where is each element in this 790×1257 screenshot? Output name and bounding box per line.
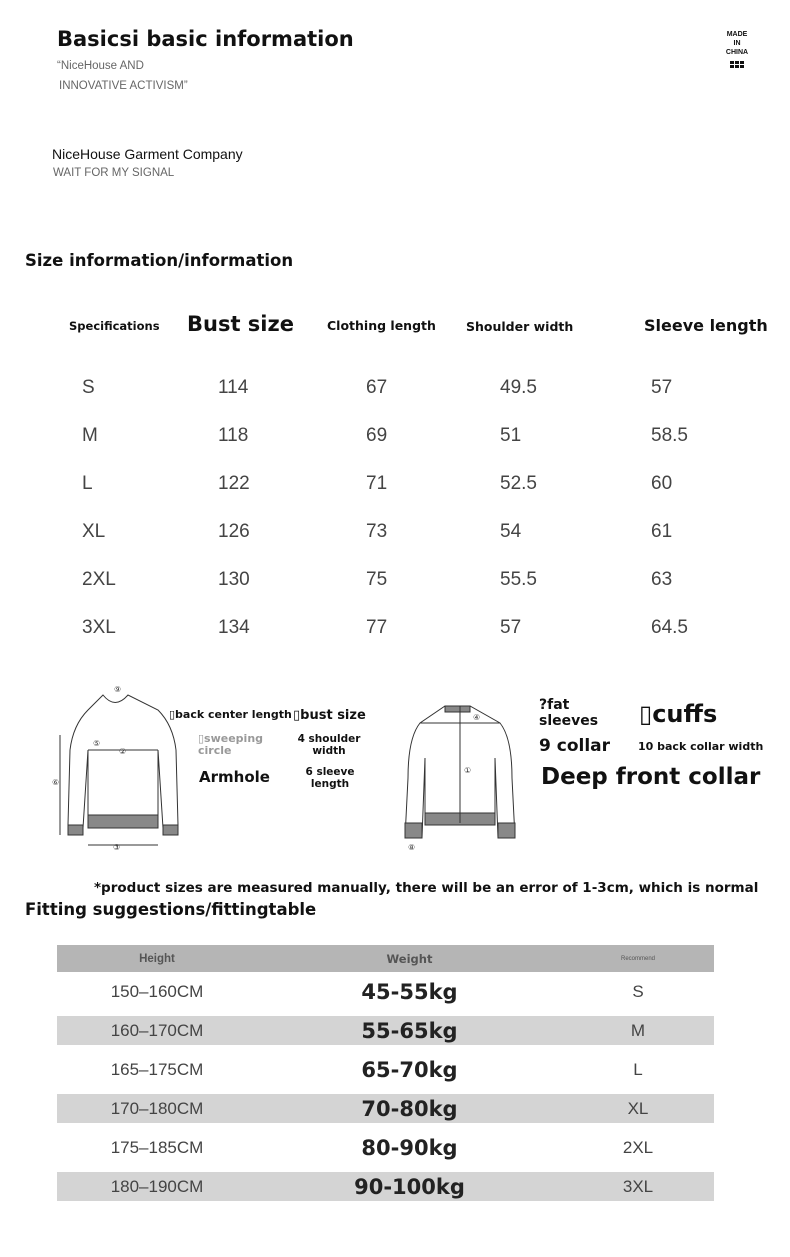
label-fat-sleeves: ?fat sleeves (539, 697, 599, 729)
col-weight: Weight (386, 951, 433, 966)
fitting-cell-weight: 65-70kg (361, 1057, 458, 1082)
size-cell-sleeve: 64.5 (651, 617, 688, 638)
label-back-collar-width: 10 back collar width (638, 740, 764, 753)
size-cell-sleeve: 61 (651, 521, 673, 542)
fitting-header-row (57, 945, 714, 972)
svg-text:⑥: ⑥ (52, 778, 60, 787)
fitting-row (57, 1094, 714, 1123)
label-collar: 9 collar (539, 736, 611, 756)
label-armhole: Armhole (199, 768, 270, 786)
grid-icon (722, 61, 752, 68)
fitting-cell-size: 2XL (622, 1137, 654, 1157)
made-in-china-badge: MADE IN CHINA (722, 30, 752, 68)
svg-text:①: ① (464, 766, 472, 775)
size-cell-shoulder: 49.5 (500, 377, 537, 398)
measurement-note: *product sizes are measured manually, there will be an error of 1-3cm, which is normal (94, 880, 759, 896)
svg-text:⑧: ⑧ (408, 843, 416, 852)
size-cell-spec: 3XL (82, 617, 116, 638)
fitting-row (57, 1172, 714, 1201)
svg-text:②: ② (119, 747, 127, 756)
fitting-cell-size: L (633, 1059, 643, 1079)
company-name: NiceHouse Garment Company (52, 146, 243, 162)
fitting-row (57, 972, 714, 1011)
fitting-table (57, 945, 714, 1206)
col-height: Height (139, 952, 175, 965)
size-cell-length: 71 (366, 473, 388, 494)
svg-text:④: ④ (473, 713, 481, 722)
size-cell-shoulder: 57 (500, 617, 522, 638)
tagline-line-1: “NiceHouse AND (57, 60, 144, 72)
size-cell-length: 67 (366, 377, 388, 398)
fitting-heading: Fitting suggestions/fittingtable (25, 900, 317, 919)
size-cell-length: 75 (366, 569, 388, 590)
page-title: Basicsi basic information (57, 27, 354, 51)
col-specifications: Specifications (69, 319, 160, 333)
size-cell-bust: 114 (218, 377, 249, 398)
fitting-cell-size: XL (627, 1098, 649, 1118)
label-sleeve-length: 6 sleeve length (305, 766, 355, 790)
fitting-cell-size: M (630, 1020, 646, 1040)
size-cell-bust: 134 (218, 617, 250, 638)
col-shoulder-width: Shoulder width (466, 319, 574, 334)
col-clothing-length: Clothing length (327, 318, 436, 333)
sweater-front-diagram (48, 680, 183, 855)
fitting-cell-weight: 80-90kg (361, 1135, 458, 1160)
fitting-row (57, 1016, 714, 1045)
fitting-cell-weight: 90-100kg (354, 1174, 465, 1199)
size-cell-shoulder: 55.5 (500, 569, 537, 590)
company-slogan: WAIT FOR MY SIGNAL (53, 167, 175, 179)
size-cell-bust: 122 (218, 473, 250, 494)
fitting-cell-height: 180–190CM (110, 1176, 204, 1196)
svg-text:⑤: ⑤ (93, 739, 101, 748)
fitting-cell-size: S (632, 981, 644, 1001)
tagline-line-2: INNOVATIVE ACTIVISM” (59, 80, 188, 92)
size-cell-shoulder: 52.5 (500, 473, 537, 494)
size-cell-spec: 2XL (82, 569, 116, 590)
fitting-row (57, 1128, 714, 1167)
svg-text:③: ③ (113, 843, 121, 852)
fitting-cell-size: 3XL (622, 1176, 654, 1196)
size-cell-spec: L (82, 473, 93, 494)
fitting-cell-height: 175–185CM (110, 1137, 204, 1157)
size-cell-sleeve: 63 (651, 569, 673, 590)
label-deep-front-collar: Deep front collar (541, 764, 761, 790)
label-sweeping-circle: ▯sweeping circle (198, 732, 264, 757)
fitting-cell-height: 160–170CM (110, 1020, 204, 1040)
size-cell-shoulder: 51 (500, 425, 522, 446)
size-cell-bust: 126 (218, 521, 250, 542)
fitting-cell-weight: 70-80kg (361, 1096, 458, 1121)
size-section-heading: Size information/information (25, 251, 294, 270)
svg-text:⑨: ⑨ (114, 685, 122, 694)
col-bust: Bust size (187, 312, 294, 336)
size-cell-sleeve: 58.5 (651, 425, 688, 446)
col-sleeve-length: Sleeve length (644, 316, 768, 335)
size-cell-length: 73 (366, 521, 388, 542)
size-cell-bust: 118 (218, 425, 249, 446)
size-cell-sleeve: 60 (651, 473, 673, 494)
size-cell-spec: S (82, 377, 95, 398)
size-cell-spec: XL (82, 521, 106, 542)
size-cell-bust: 130 (218, 569, 250, 590)
jacket-back-diagram (400, 698, 525, 856)
label-shoulder-width: 4 shoulder width (297, 733, 361, 757)
size-cell-length: 77 (366, 617, 388, 638)
fitting-cell-height: 165–175CM (110, 1059, 204, 1079)
size-cell-shoulder: 54 (500, 521, 522, 542)
size-cell-length: 69 (366, 425, 388, 446)
fitting-cell-weight: 55-65kg (361, 1018, 458, 1043)
fitting-cell-weight: 45-55kg (361, 979, 458, 1004)
size-cell-spec: M (82, 425, 98, 446)
col-recommend: Recommend (620, 955, 655, 962)
label-back-center: ▯back center length (169, 708, 292, 721)
label-cuffs: ▯cuffs (639, 700, 718, 728)
size-cell-sleeve: 57 (651, 377, 673, 398)
fitting-cell-height: 150–160CM (110, 981, 204, 1001)
fitting-row (57, 1050, 714, 1089)
fitting-cell-height: 170–180CM (110, 1098, 204, 1118)
label-bust: ▯bust size (293, 708, 366, 723)
